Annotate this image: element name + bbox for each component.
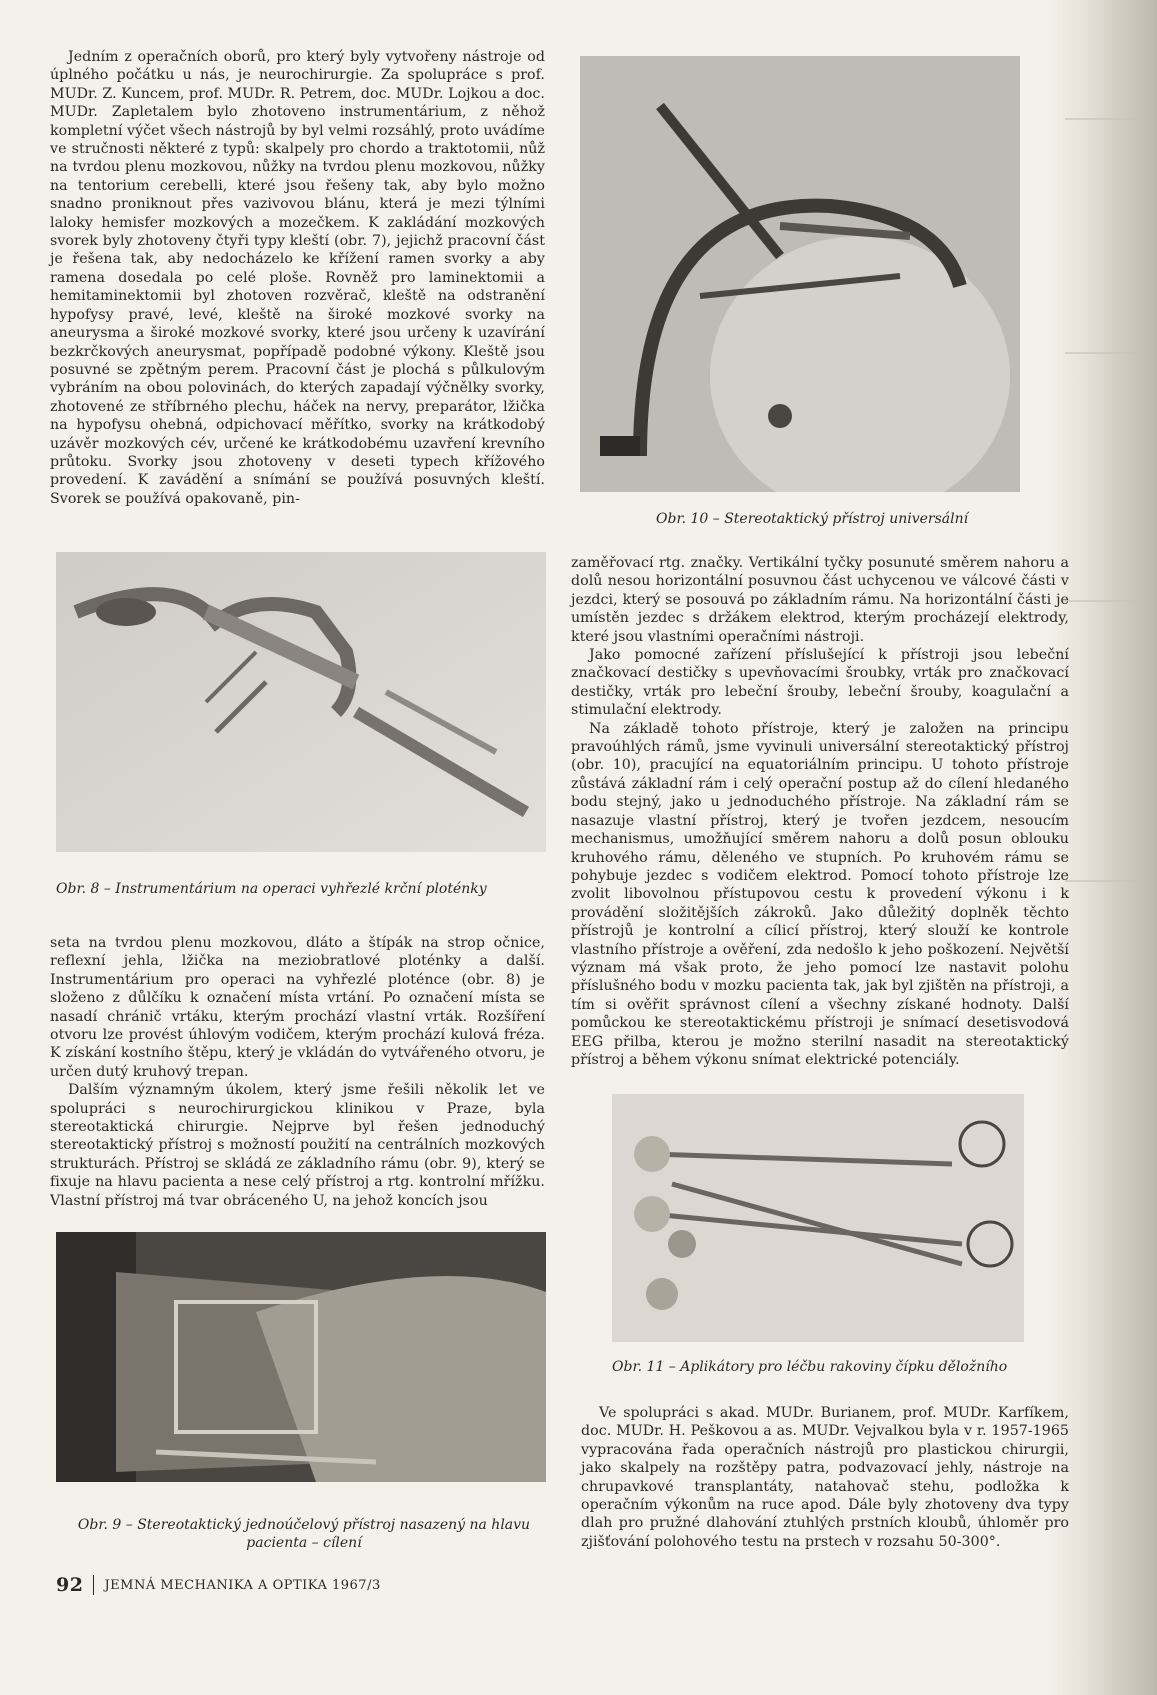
paragraph: seta na tvrdou plenu mozkovou, dláto a štípák na strop očnice, reflexní jehla, lžička na meziobratlové ploténky a další. Instrumentárium pro operaci na vyhřezlé ploténce (obr. 8) je složeno z důlčíku k označení místa vrtání. Po označení místa se nasadí chránič vrtáku, kterým prochází vlastní vrták. Rozšíření otvoru lze provést úhlovým vodičem, kterým prochází kulová fréza. K získání kostního štěpu, který je vkládán do vytvářeného otvoru, je určen dutý kruhový trepan. [50,935,545,1080]
figure-11-image [612,1094,1024,1342]
bleed-line [1065,352,1135,354]
left-column-top [50,48,545,508]
figure-10-caption: Obr. 10 – Stereotaktický přístroj universální [656,511,969,527]
paragraph: zaměřovací rtg. značky. Vertikální tyčky posunuté směrem nahoru a dolů nesou horizontální posuvnou část uchycenou ve válcové části v jezdci, který se posouvá po základním rámu. Na horizontální části je umístěn jezdec s držákem elektrod, kterým procházejí elektrody, které jsou vlastními operačními nástroji. [571,555,1069,645]
right-column-bottom [581,1404,1069,1551]
right-column-top [571,554,1069,1069]
figure-10-image [580,56,1020,492]
figure-8-caption: Obr. 8 – Instrumentárium na operaci vyhřezlé krční ploténky [56,881,487,897]
page-footer [56,1574,381,1596]
page-number: 92 [56,1574,84,1596]
left-column-middle [50,934,545,1210]
bleed-line [1065,600,1135,602]
paragraph: Dalším významným úkolem, který jsme řešili několik let ve spolupráci s neurochirurgickou klinikou v Praze, byla stereotaktická chirurgie. Nejprve byl řešen jednoduchý stereotaktický přístroj s možností použití na centrálních mozkových strukturách. Přístroj se skládá ze základního rámu (obr. 9), který se fixuje na hlavu pacienta a nese celý přístroj a rtg. kontrolní mřížku. Vlastní přístroj má tvar obráceného U, na jehož koncích jsou [50,1082,545,1209]
figure-9-caption: Obr. 9 – Stereotaktický jednoúčelový přístroj nasazený na hlavu pacienta – cílení [77,1517,531,1551]
paragraph: Jedním z operačních oborů, pro který byly vytvořeny nástroje od úplného počátku u nás, je neurochirurgie. Za spolupráce s prof. MUDr. Z. Kuncem, prof. MUDr. R. Petrem, doc. MUDr. Lojkou a doc. MUDr. Zapletalem bylo zhotoveno instrumentárium, z něhož kompletní výčet všech nástrojů by byl velmi rozsáhlý, proto uvádíme ve stručnosti některé z typů: skalpely pro chordo a traktotomii, nůž na tvrdou plenu mozkovou, nůžky na tvrdou plenu mozkovou, nůžky na tentorium cerebelli, které jsou řešeny tak, aby bylo možno snadno proniknout přes vazivovou blánu, která je mezi týlními laloky hemisfer mozkových a mozečkem. K zakládání mozkových svorek byly zhotoveny čtyři typy kleští (obr. 7), jejichž pracovní část je řešena tak, aby nedocházelo ke křížení ramen svorky a aby ramena dosedala po celé ploše. Rovněž pro laminektomii a hemitaminektomii byl zhotoven rozvěrač, kleště na odstranění hypofysy pravé, levé, kleště na široké mozkové svorky na aneurysma a široké mozkové svorky, které jsou určeny k uzavírání bezkrčkových aneurysmat, popřípadě podobné výkony. Kleště jsou posuvné se zpětným perem. Pracovní část je plochá s půlkulovým vybráním na obou polovinách, do kterých zapadají výčnělky svorky, zhotovené ze stříbrného plechu, háček na nervy, preparátor, lžička na hypofysu ohebná, odpichovací měřítko, svorky na krátkodobý uzávěr mozkových cév, určené ke krátkodobému uzavření krevního průtoku. Svorky jsou zhotoveny v deseti typech křížového provedení. K zavádění a snímání se používá posuvných kleští. Svorek se používá opakovaně, pin- [50,49,545,507]
paragraph: Ve spolupráci s akad. MUDr. Burianem, prof. MUDr. Karfíkem, doc. MUDr. H. Peškovou a as. MUDr. Vejvalkou byla v r. 1957-1965 vypracována řada operačních nástrojů pro plastickou chirurgii, jako skalpely na rozštěpy patra, podvazovací jehly, nástroje na chrupavkové transplantáty, natahovač stehu, podložka k operačním výkonům na ruce apod. Dále byly zhotoveny dva typy dlah pro pružné dlahování ztuhlých prstních kloubů, úhloměr pro zjišťování polohového testu na prstech v rozsahu 50-300°. [581,1405,1069,1550]
paragraph: Na základě tohoto přístroje, který je založen na principu pravoúhlých rámů, jsme vyvinuli universální stereotaktický přístroj (obr. 10), pracující na equatoriálním principu. U tohoto přístroje zůstává základní rám i celý operační postup až do cílení hledaného bodu stejný, jako u jednoduchého přístroje. Na základní rám se nasazuje vlastní přístroj, který je tvořen jezdcem, nesoucím mechanismus, umožňující směrem nahoru a dolů posun oblouku kruhového rámu, děleného ve stupních. Po kruhovém rámu se pohybuje jezdec s vodičem elektrod. Pomocí tohoto přístroje lze zvolit libovolnou přístupovou cestu k provedení výkonu i k provádění složitějších zákroků. Jako důležitý doplněk těchto přístrojů je kontrolní a cílicí přístroj, který slouží ke kontrole vlastního přístroje a ověření, zda nedošlo k jeho poškození. Největší význam má však proto, že jeho pomocí lze nastavit polohu příslušného bodu v mozku pacienta tak, jak byl zjištěn na přístroji, a tím si ověřit správnost cílení a všechny získané hodnoty. Další pomůckou ke stereotaktickému přístroji je snímací desetisvodová EEG přilba, kterou je možno sterilní nasadit na stereotaktický přístroj a během výkonu snímat elektrické potenciály. [571,720,1069,1068]
paragraph: Jako pomocné zařízení příslušející k přístroji jsou lebeční značkovací destičky s upevňovacími šroubky, vrták pro značkovací destičky, vrták pro lebeční šrouby, lebeční šrouby, koagulační a stimulační elektrody. [571,647,1069,719]
figure-11-caption: Obr. 11 – Aplikátory pro léčbu rakoviny čípku děložního [612,1359,1008,1375]
footer-separator [93,1575,94,1595]
bleed-line [1065,880,1135,882]
journal-title: JEMNÁ MECHANIKA A OPTIKA 1967/3 [104,1577,381,1593]
figure-9-image [56,1232,546,1482]
bleed-line [1065,118,1135,120]
figure-8-image [56,552,546,852]
